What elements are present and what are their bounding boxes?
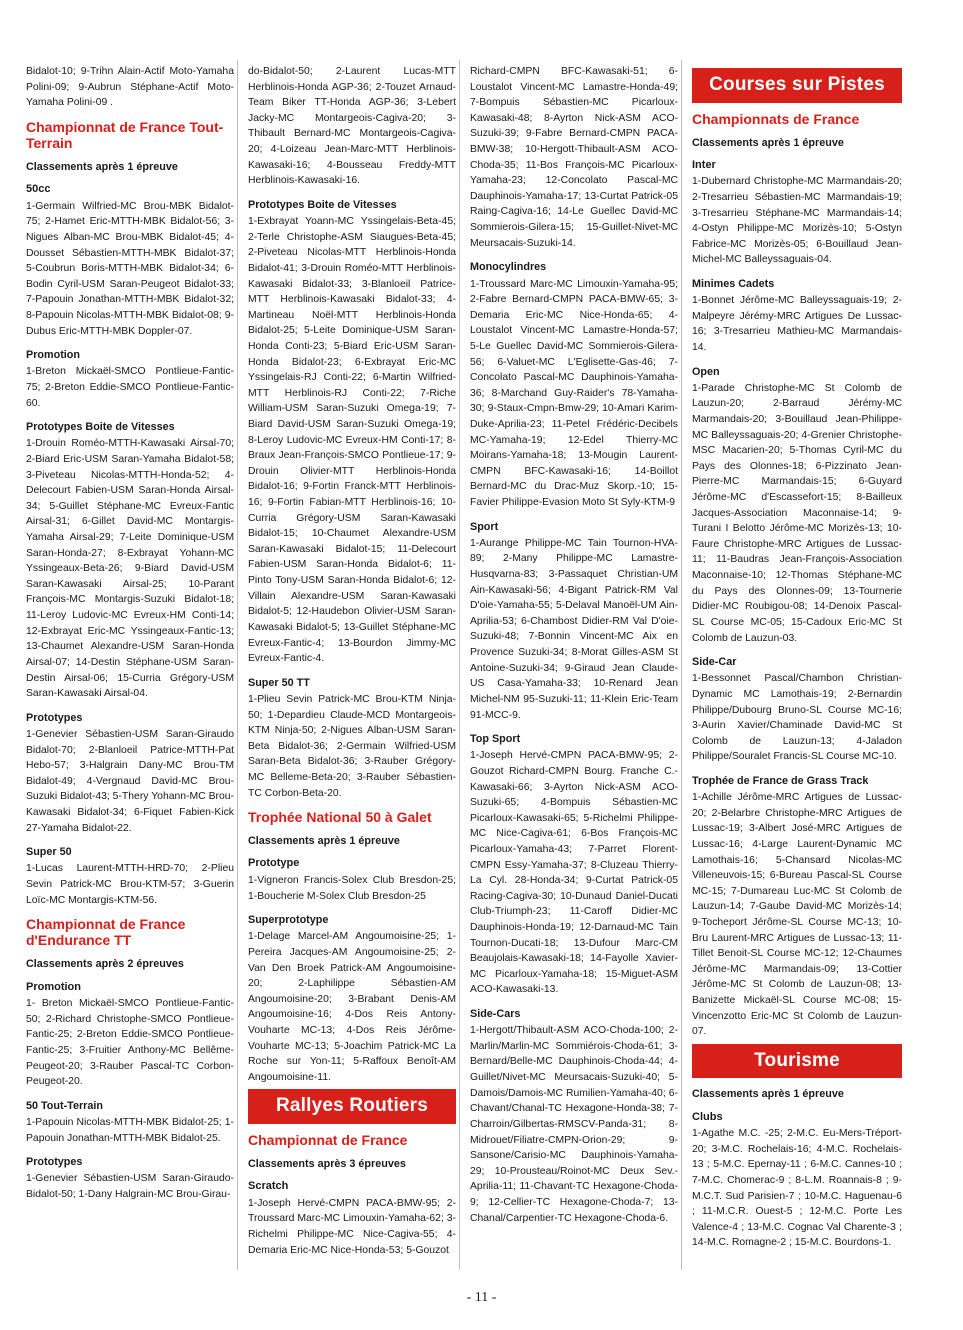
results-text: 1-Breton Mickaël-SMCO Pontlieue-Fantic-75; 2-Breton Eddie-SMCO Pontlieue-Fantic-60. <box>26 366 234 409</box>
category-heading: 50cc <box>26 183 51 196</box>
results-text: 1-Genevier Sébastien-USM Saran-Giraudo-Bidalot-50; 1-Dany Halgrain-MC Brou-Girau- <box>26 1173 234 1200</box>
results-text: 1-Delage Marcel-AM Angoumoisine-25; 1-Pereira Jacques-AM Angoumoisine-25; 2-Van Den Broek Patrick-AM Angoumoisine-20; 2-Laphilippe Sébastien-AM Angoumoisine-20; 3-Brabant Denis-AM Angoumoisine-16; 4-Dos Reis Antony-Vouharte MC-13; 4-Dos Reis Jérôme-Vouharte MC-13; 5-Joachim Patrick-MC La Roche sur Yon-11; 5-Raffoux Benoît-AM Angoumoisine-11. <box>248 931 456 1083</box>
section-heading: Championnat de France d'Endurance TT <box>26 916 186 949</box>
classification-heading: Superprototype <box>248 914 329 927</box>
category-heading: Scratch <box>248 1180 289 1193</box>
category-heading: Promotion <box>26 980 81 993</box>
results-text: 1-Hergott/Thibault-ASM ACO-Choda-100; 2-Marlin/Marlin-MC Sommiérois-Choda-61; 3-Bernard/Belle-MC Dauphinois-Choda-44; 4-Guillet/Nivet-MC Meursacais-Suzuki-40; 5-Damois/Damois-MC Rumilien-Yamaha-40; 6-Chavant/Chanal-TC Hexagone-Honda-38; 7-Charroin/Gilbertas-RMSCV-Panda-31; 8-Midrouet/Filiatre-CMPN-Orion-29; 9-Sansone/Carisio-MC Dauphinois-Yamaha-29; 10-Prousteau/Roinot-MC Deux Sev.-Aprilia-11; 11-Chavant-TC Hexagone-Choda-9; 12-Cellier-TC Hexagone-Choda-7; 13-Chanal/Carpentier-TC Hexagone-Choda-6. <box>470 1025 678 1224</box>
results-text: 1-Bessonnet Pascal/Chambon Christian-Dynamic MC Lamothais-19; 2-Bernardin Philippe/Dubourg Bruno-SL Course MC-16; 3-Aurin Xavier/Chaminade David-MC St Colomb de Lauzun-13; 4-Jaladon Philippe/Souralet Francis-SL Course MC-10. <box>692 673 902 763</box>
column-3 <box>470 64 678 1264</box>
classification-heading: Open <box>692 365 720 378</box>
classification-heading: Prototypes <box>26 711 83 724</box>
results-text: 1-Agathe M.C. -25; 2-M.C. Eu-Mers-Tréport-20; 3-M.C. Rochelais-16; 4-M.C. Rochelais-13 ; 5-M.C. Epernay-11 ; 6-M.C. Cannes-10 ; 7-M.C. Chomerac-9 ; 8-L.M. Roannais-8 ; 9-M.C.T. Sud Parisien-7 ; 10-M.C. Haguenau-6 ; 11-M.C.R. Ouest-5 ; 12-M.C. Porte Les Valence-4 ; 13-M.C. Cognac Val Charente-3 ; 14-M.C. Romagne-2 ; 15-M.C. Bourdons-1. <box>692 1128 902 1249</box>
section-heading: Championnat de France <box>248 1131 408 1148</box>
classification-heading: Classements après 1 épreuve <box>26 161 178 174</box>
category-heading: Clubs <box>692 1110 723 1123</box>
banner-heading: Courses sur Pistes <box>692 68 902 103</box>
results-text: Richard-CMPN BFC-Kawasaki-51; 6-Loustalot Vincent-MC Lamastre-Honda-49; 7-Bompuis Sébastien-MC Picarloux-Kawasaki-48; 8-Ayrton Nick-ASM ACO-Suzuki-39; 9-Fabre Bernard-CMPN PACA-BMW-38; 10-Hergott-Thibault-ASM ACO-Choda-35; 11-Bos François-MC Picarloux-Yamaha-23; 12-Concolato Pascal-MC Dauphinois-Yamaha-17; 13-Curtat Patrick-05 Raing-Cagiva-16; 14-Le Guellec David-MC Sommierois-Gilera-15; 15-Guillet-Nivet-MC Meursacais-Suzuki-14. <box>470 66 678 249</box>
classification-heading: Classements après 2 épreuves <box>26 958 184 971</box>
results-text: 1-Bonnet Jérôme-MC Balleyssaguais-19; 2-Malpeyre Jérémy-MRC Artigues De Lussac-16; 3-Tresarrieu Mathieu-MC Marmandais-14. <box>692 295 902 353</box>
results-text: 1-Lucas Laurent-MTTH-HRD-70; 2-Plieu Sevin Patrick-MC Brou-KTM-57; 3-Guerin Loïc-MC Montargis-KTM-56. <box>26 863 234 906</box>
banner-heading: Rallyes Routiers <box>248 1089 456 1124</box>
results-text: 1-Joseph Hervé-CMPN PACA-BMW-95; 2-Troussard Marc-MC Limouxin-Yamaha-62; 3-Richelmi Philippe-MC Nice-Cagiva-55; 4-Demaria Eric-MC Nice-Honda-53; 5-Gouzot <box>248 1197 456 1256</box>
banner-heading: Tourisme <box>692 1044 902 1079</box>
results-text: 1-Exbrayat Yoann-MC Yssingelais-Beta-45; 2-Terle Christophe-ASM Siaugues-Beta-45; 2-Piveteau Nicolas-MTT Herblinois-Honda Bidalot-41; 3-Drouin Roméo-MTT Herblinois-Kawasaki Bidalot-33; 3-Blanloeil Patrice-MTT Herblinois-Kawasaki Bidalot-33; 4-Martineau Noël-MTT Herblinois-Honda Bidalot-25; 5-Leite Dominique-USM Saran-Honda Conti-23; 5-Biard Eric-USM Saran-Honda Bidalot-23; 6-Exbrayat Eric-MC Yssingelais-RJ Conti-22; 6-Martin Wilfried-MTT Herblinois-RJ Conti-22; 7-Riche William-USM Saran-Suzuki Omega-19; 7-Biard David-USM Saran-Suzuki Omega-19; 8-Leroy Ludovic-MC Evreux-HM Conti-17; 8-Braux Jean-François-SMCO Pontlieue-17; 9-Drouin Olivier-MTT Herblinois-Honda Bidalot-16; 9-Fortin Franck-MTT Herblinois-16; 9-Fortin Fabian-MTT Herblinois-16; 10-Curria Grégory-USM Saran-Kawasaki Bidalot-15; 10-Chaumet Alexandre-USM Saran-Kawasaki Bidalot-15; 11-Delecourt Fabien-USM Saran-Honda Bidalot-6; 11-Pinto Tony-USM Saran-Honda Bidalot-6; 12-Villain Alexandre-USM Saran-Kawasaki Bidalot-5; 12-Haudebon Olivier-USM Saran-Kawasaki Bidalot-5; 13-Guillet Stéphane-MC Evreux-Fantic-4; 13-Bourdon Jimmy-MC Evreux-Fantic-4. <box>248 216 456 665</box>
classification-heading: Classements après 3 épreuves <box>248 1158 406 1171</box>
classification-heading: Prototypes Boite de Vitesses <box>26 421 175 434</box>
results-text: 1-Vigneron Francis-Solex Club Bresdon-25; 1-Boucherie M-Solex Club Bresdon-25 <box>248 874 456 902</box>
classification-heading: Classements après 1 épreuve <box>692 1088 844 1101</box>
column-divider <box>237 60 238 1270</box>
classification-heading: Promotion <box>26 349 80 362</box>
results-text: 1-Joseph Hervé-CMPN PACA-BMW-95; 2-Gouzot Richard-CMPN Bourg. Franche C.-Kawasaki-66; 3-Ayrton Nick-ASM ACO-Suzuki-65; 4-Bompuis Sébastien-MC Picarloux-Kawasaki-65; 5-Richelmi Philippe-MC Nice-Cagiva-61; 6-Bos François-MC Picarloux-Yamaha-43; 7-Parret Florent-CMPN Essy-Yamaha-37; 8-Cluzeau Thierry-La Cyl. 28-Honda-34; 9-Curtat Patrick-05 Racing-Cagiva-30; 10-Dunaud Daniel-Ducati Club-Triumph-23; 11-Caroff Didier-MC Dauphinois-Honda-19; 12-Darnaud-MC Tain Tournon-Ducati-18; 13-Dufour Marc-CM Beaujolais-Kawasaki-18; 14-Fayolle Xavier-MC Picarloux-Yamaha-18; 15-Miguet-ASM ACO-Kawasaki-13. <box>470 750 678 996</box>
classification-heading: Super 50 <box>26 846 72 859</box>
classification-heading: Side-Cars <box>470 1008 521 1021</box>
column-divider <box>681 60 682 1270</box>
classification-heading: Classements après 1 épreuve <box>248 835 400 848</box>
results-text: 1-Troussard Marc-MC Limouxin-Yamaha-95; 2-Fabre Bernard-CMPN PACA-BMW-65; 3-Demaria Eric-MC Nice-Honda-65; 4-Loustalot Vincent-MC Lamastre-Honda-57; 5-Le Guellec David-MC Sommierois-Gilera-56; 6-Valuet-MC L'Eglisette-Gas-46; 7-Concolato Pascal-MC Dauphinois-Yamaha-36; 8-Marchand Guy-Raider's 78-Yamaha-30; 9-Staux-Cmpn-Bmw-29; 10-Amari Karim-Duke-Aprilia-23; 11-Petel Frédéric-Decibels MC-Yamaha-19; 12-Edel Thierry-MC Moirans-Yamaha-18; 13-Mougin Laurent-CMPN BFC-Kawasaki-16; 14-Boillot Bernard-MC du Drac-Muz Skorp.-10; 15-Favier Philippe-Evasion Moto St Syly-KTM-9 <box>470 278 678 509</box>
results-text: 1-Dubernard Christophe-MC Marmandais-20; 2-Tresarrieu Sébastien-MC Marmandais-19; 3-Tresarrieu Stéphane-MC Marmandais-14; 4-Ostyn Philippe-MC Morizès-10; 5-Ostyn Fabrice-MC Morizès-05; 6-Bouillaud Jean-Michel-MC Balleyssaguais-04. <box>692 176 902 266</box>
results-text: 1-Aurange Philippe-MC Tain Tournon-HVA-89; 2-Many Philippe-MC Lamastre-Husqvarna-83; 3-Passaquet Christian-UM Ain-Kawasaki-56; 4-Bigant Patrick-RM Val D'oie-Yamaha-55; 5-Delaval Manoël-UM Ain-Aprilia-53; 6-Chambost Didier-RM Val D'oie-Suzuki-48; 7-Bonnin Vincent-MC Aix en Provence Suzuki-34; 8-Morat Gilles-ASM St Antoine-Suzuki-34; 9-Giraud Jean Claude-US Casa-Yamaha-33; 10-Renard Jean Michel-NM 95-Suzuki-11; 11-Klein Eric-Team 91-MCC-9. <box>470 537 678 721</box>
classification-heading: Prototypes <box>26 1156 83 1169</box>
results-text: 1-Germain Wilfried-MC Brou-MBK Bidalot-75; 2-Hamet Eric-MTTH-MBK Bidalot-56; 3-Nigues Alban-MC Brou-MBK Bidalot-45; 4-Dousset Sébastien-MTTH-MBK Bidalot-37; 5-Coubrun Boris-MTTH-MBK Bidalot-34; 6-Bodin Cyril-USM Saran-Peugeot Bidalot-33; 7-Papouin Jonathan-MTTH-MBK Bidalot-32; 8-Papouin Nicolas-MTTH-MBK Bidalot-08; 9-Dubus Eric-MTTH-MBK Doppler-07. <box>26 200 234 337</box>
results-text: 1-Genevier Sébastien-USM Saran-Giraudo Bidalot-70; 2-Blanloeil Patrice-MTTH-Pat Hebo-57; 3-Halgrain Dany-MC Brou-TM Bidalot-49; 4-Vergnaud David-MC Brou-Suzuki Bidalot-43; 5-Thery Yohann-MC Brou-Kawasaki Bidalot-34; 6-Fiquet Fabien-Kick 27-Yamaha Bidalot-22. <box>26 728 234 834</box>
results-text: 1-Drouin Roméo-MTTH-Kawasaki Airsal-70; 2-Biard Eric-USM Saran-Yamaha Bidalot-58; 3-Piveteau Nicolas-MTTH-Honda-52; 4-Delecourt Fabien-USM Saran-Honda Airsal-34; 5-Guillet Stéphane-MC Evreux-Fantic Airsal-31; 6-Gillet David-MC Montargis-Yamaha Airsal-29; 7-Leite Dominique-USM Saran-Honda-27; 8-Exbrayat Yohann-MC Yssingeaux-Beta-26; 9-Biard David-USM Saran-Kawasaki Airsal-25; 10-Parant François-MC Montargis-Suzuki Bidalot-18; 11-Leroy Ludovic-MC Evreux-HM Conti-14; 12-Exbrayat Eric-MC Yssingeaux-Fantic-13; 13-Chaumet Alexandre-USM Saran-Honda Airsal-07; 14-Destin Stéphane-USM Saran-Destin Airsal-06; 15-Curria Grégory-USM Saran-Kawasaki Airsal-04. <box>26 438 234 700</box>
section-heading: Trophée National 50 à Galet <box>248 809 432 826</box>
classification-heading: Sport <box>470 520 499 533</box>
classification-heading: Prototypes Boite de Vitesses <box>248 198 397 211</box>
results-text: 1-Plieu Sevin Patrick-MC Brou-KTM Ninja-50; 1-Depardieu Claude-MCD Montargeois-KTM Ninja-50; 2-Nigues Alban-USM Saran-Beta Bidalot-36; 2-Germain Wilfried-USM Saran-Beta Bidalot-36; 3-Rauber Grégory-MC Belleme-Beta-20; 3-Rauber Sébastien-TC Corbon-Beta-20. <box>248 693 456 799</box>
results-text: Bidalot-10; 9-Trihn Alain-Actif Moto-Yamaha Polini-09; 9-Aubrun Stéphane-Actif Moto-Yamaha Polini-09 . <box>26 66 234 109</box>
classification-heading: Side-Car <box>692 656 737 669</box>
column-divider <box>459 60 460 1270</box>
results-text: 1-Parade Christophe-MC St Colomb de Lauzun-20; 2-Barraud Jérémy-MC Marmandais-20; 3-Bouillaud Jean-Philippe-MC Balleyssaguais-20; 4-Grenier Christophe-MSC Macarien-20; 5-Thomas Cyril-MC du Pays des Olonnes-18; 6-Pizzinato Jean-Pierre-MC Marmandais-15; 6-Guyard Jérôme-MC d'Escassefort-15; 8-Bailleux Jacques-Association Maconnaise-14; 9-Turani I Belotto Jérôme-MC Morizès-13; 10-Faure Christophe-MRC Artigues de Lussac-11; 11-Baudras Jean-François-Association Maconnaise-10; 12-Thomas Stéphane-MC du Pays des Olonnes-09; 13-Tournerie Didier-MC Roubigou-08; 14-Denoix Pascal-SL Course MC-05; 15-Cadoux Eric-MC St Colomb de Lauzun-03. <box>692 382 902 644</box>
column-2 <box>248 64 456 1264</box>
classification-heading: Super 50 TT <box>248 676 310 689</box>
classification-heading: Monocylindres <box>470 261 547 274</box>
section-heading: Championnat de France Tout-Terrain <box>26 118 224 151</box>
category-heading: Prototype <box>248 857 300 870</box>
classification-heading: Classements après 1 épreuve <box>692 136 844 149</box>
classification-heading: Minimes Cadets <box>692 277 775 290</box>
section-heading: Championnats de France <box>692 110 860 127</box>
category-heading: Inter <box>692 158 716 171</box>
classification-heading: 50 Tout-Terrain <box>26 1099 103 1112</box>
page-number: - 11 - <box>466 1290 497 1305</box>
results-text: 1- Breton Mickaël-SMCO Pontlieue-Fantic-50; 2-Richard Christophe-SMCO Pontlieue-Fantic-25; 2-Breton Eddie-SMCO Pontlieue-Fantic-25; 3-Fruitier Anthony-MC Bellême-Peugeot-20; 3-Rauber Pascal-TC Corbon-Peugeot-20. <box>26 998 234 1088</box>
results-text: 1-Achille Jérôme-MRC Artigues de Lussac-20; 2-Belarbre Christophe-MRC Artigues de Lussac-19; 3-Albert José-MRC Artigues de Lussac-16; 4-Large Laurent-Dynamic MC Lamothais-16; 5-Chansard Nicolas-MC Villeneuvois-15; 6-Bureau Pascal-SL Course MC-15; 7-Dumareau Luc-MC St Colomb de Lauzun-14; 7-Gaube David-MC Morizès-14; 9-Tocheport Jérôme-SL Course MC-13; 10-Bru Laurent-MRC Artigues de Lussac-13; 11-Tillet Benoit-SL Course MC-12; 12-Chaumes Jérôme-MC Marmandais-09; 13-Cottier Jérôme-MC St Colomb de Lauzun-08; 13-Banizette Mickaël-SL Course MC-08; 15-Vincenzotto Eric-MC St Colomb de Lauzun-07. <box>692 792 902 1038</box>
classification-heading: Top Sport <box>470 733 521 746</box>
results-text: 1-Papouin Nicolas-MTTH-MBK Bidalot-25; 1-Papouin Jonathan-MTTH-MBK Bidalot-25. <box>26 1116 234 1144</box>
results-text: do-Bidalot-50; 2-Laurent Lucas-MTT Herblinois-Honda AGP-36; 2-Touzet Arnaud-Team Biker TT-Honda AGP-36; 3-Lebert Jacky-MC Montargeois-Cagiva-20; 3-Thibault Bernard-MC Montargeois-Cagiva-20; 4-Loizeau Jean-Marc-MTT Herblinois-Kawasaki-16; 4-Bousseau Freddy-MTT Herblinois-Kawasaki-16. <box>248 66 456 187</box>
classification-heading: Trophée de France de Grass Track <box>692 774 869 787</box>
column-1 <box>26 64 234 1264</box>
column-4 <box>692 64 902 1264</box>
